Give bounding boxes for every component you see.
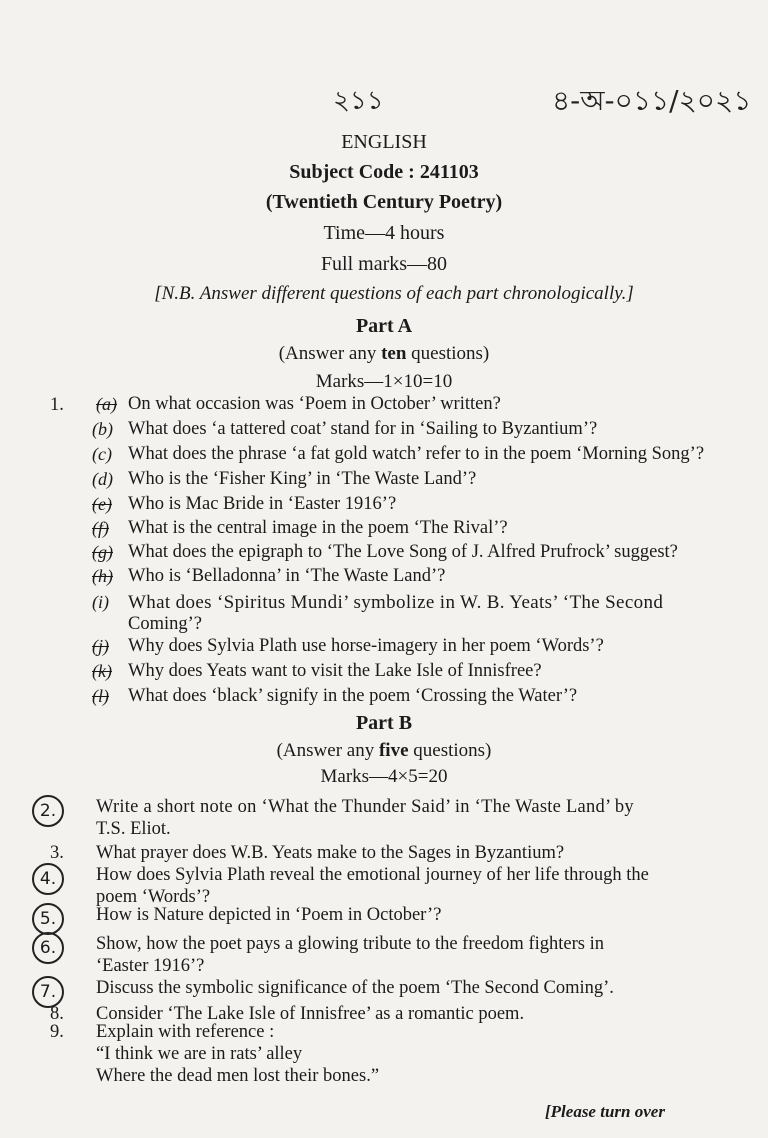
part-b-question-line: Explain with reference : xyxy=(96,1022,275,1042)
part-a-label: (f) xyxy=(92,518,109,538)
part-b-question-line: Where the dead men lost their bones.” xyxy=(96,1066,380,1086)
part-b-question-line: poem ‘Words’? xyxy=(96,887,211,907)
part-b-question-line: Write a short note on ‘What the Thunder Said’ in ‘The Waste Land’ by xyxy=(96,797,634,817)
part-a-marks: Marks—1×10=10 xyxy=(315,371,453,392)
part-a-label: (b) xyxy=(92,419,113,439)
part-b-question-number: 6. xyxy=(32,932,64,964)
part-b-question-line: How does Sylvia Plath reveal the emotional journey of her life through the xyxy=(96,865,649,885)
part-b-question-line: How is Nature depicted in ‘Poem in October’? xyxy=(96,905,442,925)
part-a-label: (e) xyxy=(92,494,112,514)
part-a-question: Why does Sylvia Plath use horse-imagery in her poem ‘Words’? xyxy=(128,636,604,656)
part-b-question-line: ‘Easter 1916’? xyxy=(96,956,205,976)
exam-code-bengali: ৪-অ-০১১/২০২১ xyxy=(552,84,752,117)
part-a-label: (a) xyxy=(96,394,117,414)
part-a-question: What does the phrase ‘a fat gold watch’ refer to in the poem ‘Morning Song’? xyxy=(128,444,705,464)
part-a-question: Who is Mac Bride in ‘Easter 1916’? xyxy=(128,494,397,514)
paper-code-bengali: ২১১ xyxy=(333,86,384,116)
turn-over-note: [Please turn over xyxy=(545,1102,665,1121)
part-a-question: What is the central image in the poem ‘The Rival’? xyxy=(128,518,508,538)
part-a-question: What does the epigraph to ‘The Love Song of J. Alfred Prufrock’ suggest? xyxy=(128,542,678,562)
part-a-question: On what occasion was ‘Poem in October’ written? xyxy=(128,394,501,414)
part-a-question: What does ‘a tattered coat’ stand for in ‘Sailing to Byzantium’? xyxy=(128,419,598,439)
instruction-note: [N.B. Answer different questions of each part chronologically.] xyxy=(154,283,634,304)
part-b-question-line: Show, how the poet pays a glowing tribute to the freedom fighters in xyxy=(96,934,604,954)
part-b-question-line: “I think we are in rats’ alley xyxy=(96,1044,303,1064)
part-b-marks: Marks—4×5=20 xyxy=(320,766,448,787)
time-limit: Time—4 hours xyxy=(323,222,445,244)
part-a-question: Why does Yeats want to visit the Lake Isle of Innisfree? xyxy=(128,661,542,681)
paper-title: (Twentieth Century Poetry) xyxy=(265,191,503,213)
part-b-question-line: T.S. Eliot. xyxy=(96,819,171,839)
part-a-label: (d) xyxy=(92,469,113,489)
full-marks: Full marks—80 xyxy=(320,253,448,275)
part-a-title: Part A xyxy=(355,315,413,337)
part-b-question-number: 9. xyxy=(50,1022,64,1042)
part-b-title: Part B xyxy=(355,712,413,734)
question-number-1: 1. xyxy=(50,395,64,415)
part-a-label: (k) xyxy=(92,661,112,681)
subject-code: Subject Code : 241103 xyxy=(289,161,479,183)
part-a-label: (i) xyxy=(92,592,109,612)
part-a-question-continued: Coming’? xyxy=(128,614,202,634)
part-b-instruction: (Answer any five questions) xyxy=(276,740,492,761)
part-b-question-number: 4. xyxy=(32,863,64,895)
part-a-question: Who is the ‘Fisher King’ in ‘The Waste Land’? xyxy=(128,469,477,489)
part-b-question-line: What prayer does W.B. Yeats make to the Sages in Byzantium? xyxy=(96,843,565,863)
part-b-question-number: 7. xyxy=(32,976,64,1008)
part-b-question-number: 2. xyxy=(32,795,64,827)
part-b-question-number: 8. xyxy=(50,1004,64,1024)
part-b-question-line: Consider ‘The Lake Isle of Innisfree’ as a romantic poem. xyxy=(96,1004,525,1024)
part-a-label: (l) xyxy=(92,686,109,706)
part-a-instruction: (Answer any ten questions) xyxy=(278,343,490,364)
part-a-question: What does ‘Spiritus Mundi’ symbolize in W. B. Yeats’ ‘The Second xyxy=(128,592,664,613)
part-a-label: (g) xyxy=(92,542,113,562)
part-a-question: Who is ‘Belladonna’ in ‘The Waste Land’? xyxy=(128,566,446,586)
subject-title: ENGLISH xyxy=(341,131,427,153)
part-a-question: What does ‘black’ signify in the poem ‘Crossing the Water’? xyxy=(128,686,578,706)
part-b-question-number: 3. xyxy=(50,843,64,863)
part-a-label: (h) xyxy=(92,566,113,586)
part-a-label: (j) xyxy=(92,636,109,656)
part-b-question-line: Discuss the symbolic significance of the poem ‘The Second Coming’. xyxy=(96,978,614,998)
part-b-question-number: 5. xyxy=(32,903,64,935)
part-a-label: (c) xyxy=(92,444,112,464)
